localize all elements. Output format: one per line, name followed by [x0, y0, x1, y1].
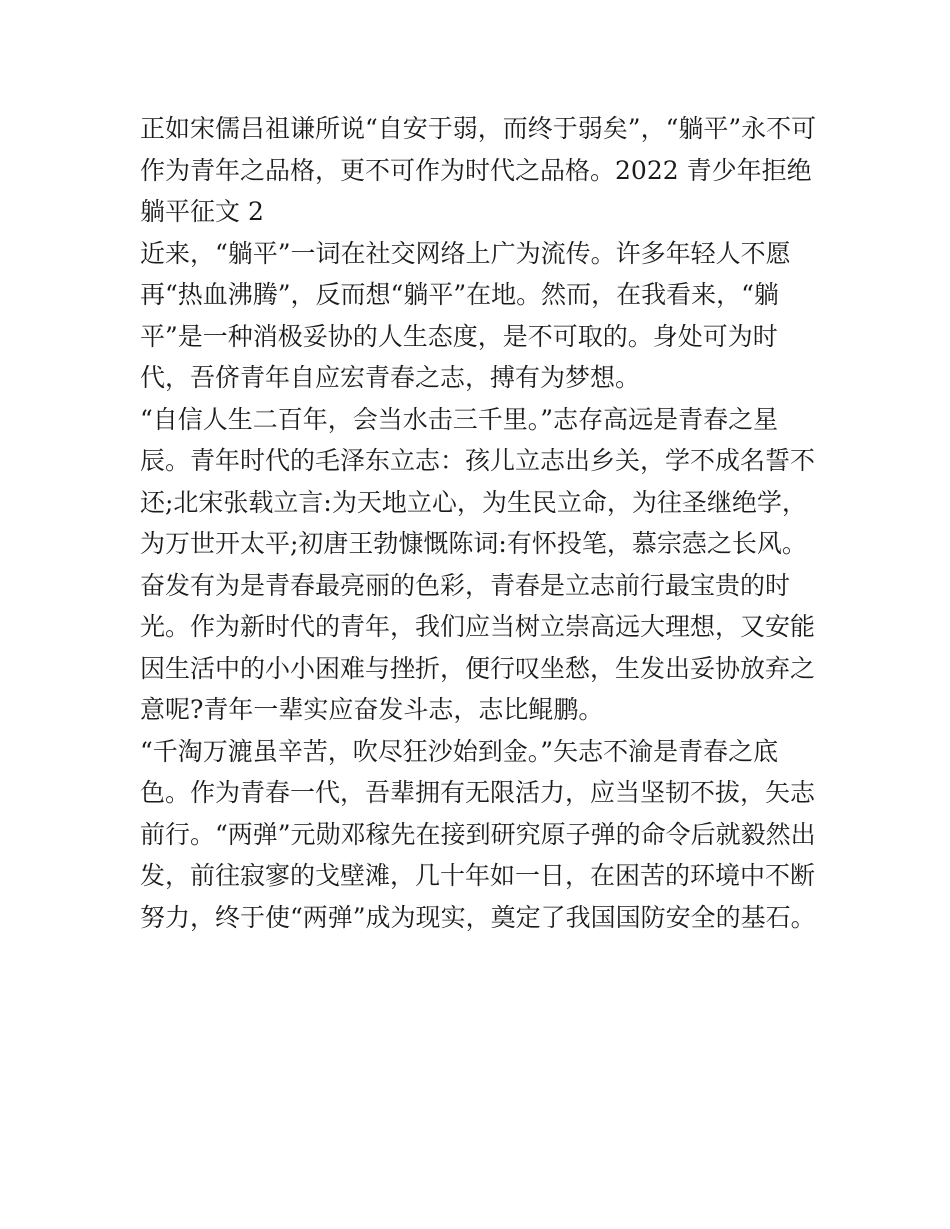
text-line: 奋发有为是青春最亮丽的色彩，青春是立志前行最宝贵的时 [140, 570, 791, 600]
text-line: “自信人生二百年，会当水击三千里。”志存高远是青春之星 [140, 404, 779, 434]
text-line: 还;北宋张载立言:为天地立心，为生民立命，为往圣继绝学， [140, 487, 807, 517]
text-line: 平”是一种消极妥协的人生态度，是不可取的。身处可为时 [140, 321, 778, 351]
text-line: 正如宋儒吕祖谦所说“自安于弱，而终于弱矣”，“躺平”永不可 [140, 114, 817, 143]
text-line: 辰。青年时代的毛泽东立志：孩儿立志出乡关，学不成名誓不 [140, 446, 816, 475]
text-line: 躺平征文 2 [140, 197, 264, 226]
text-line: 意呢?青年一辈实应奋发斗志，志比鲲鹏。 [140, 695, 604, 724]
text-line: 光。作为新时代的青年，我们应当树立崇高远大理想，又安能 [140, 612, 816, 641]
text-line: 近来，“躺平”一词在社交网络上广为流传。许多年轻人不愿 [140, 238, 791, 268]
text-line: 再“热血沸腾”，反而想“躺平”在地。然而，在我看来，“躺 [140, 280, 779, 309]
text-line: 为万世开太平;初唐王勃慷慨陈词:有怀投笔，慕宗悫之长风。 [140, 529, 807, 558]
text-line: 努力，终于使“两弹”成为现实，奠定了我国国防安全的基石。 [140, 902, 816, 932]
text-line: 作为青年之品格，更不可作为时代之品格。2022 青少年拒绝 [140, 155, 812, 185]
text-line: 因生活中的小小困难与挫折，便行叹坐愁，生发出妥协放弃之 [140, 653, 816, 683]
text-line: “千淘万漉虽辛苦，吹尽狂沙始到金。”矢志不渝是青春之底 [140, 736, 779, 766]
text-line: 代，吾侪青年自应宏青春之志，搏有为梦想。 [140, 363, 641, 392]
text-line: 前行。“两弹”元勋邓稼先在接到研究原子弹的命令后就毅然出 [140, 819, 816, 849]
text-line: 色。作为青春一代，吾辈拥有无限活力，应当坚韧不拔，矢志 [140, 778, 816, 807]
document-body [140, 108, 820, 938]
text-line: 发，前往寂寥的戈壁滩，几十年如一日，在困苦的环境中不断 [140, 861, 816, 890]
